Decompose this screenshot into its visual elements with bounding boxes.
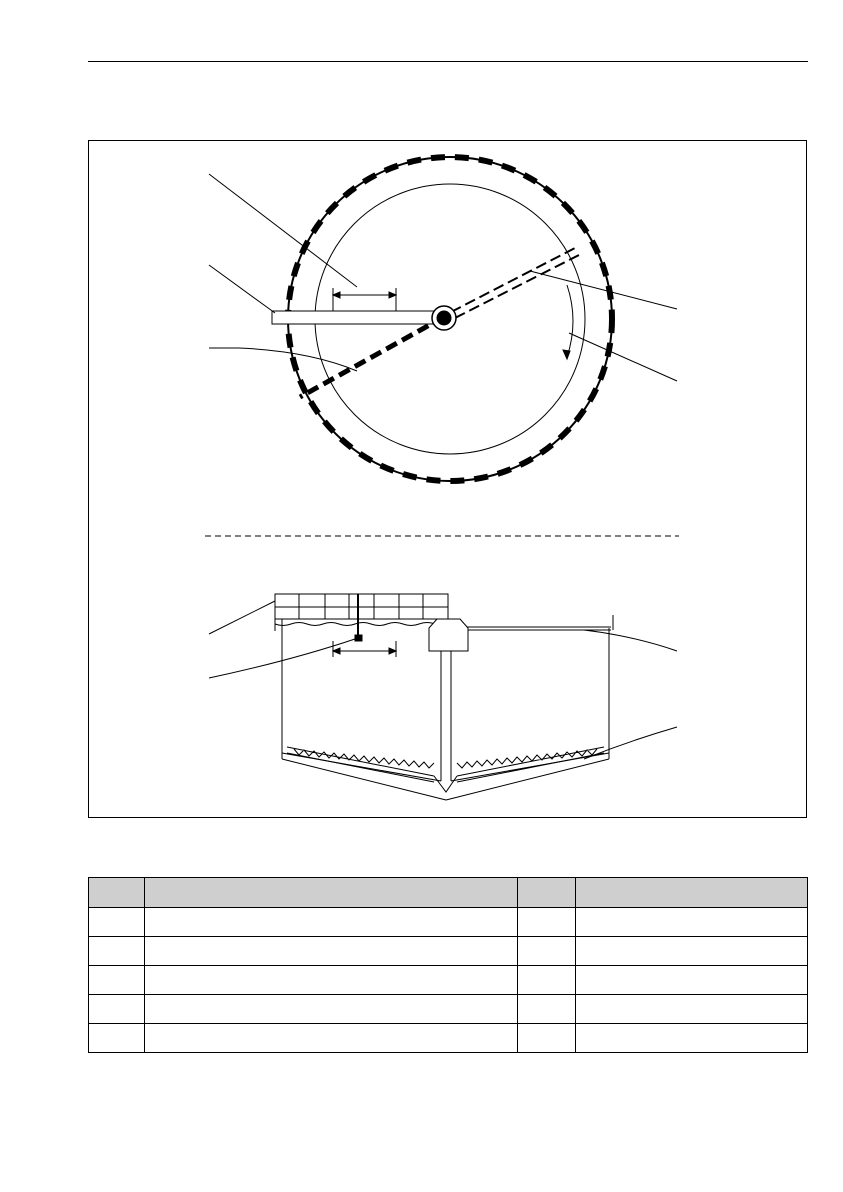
table-cell [145, 937, 518, 966]
table-cell [145, 908, 518, 937]
table-cell [145, 1024, 518, 1053]
leader-6 [209, 601, 275, 634]
leader-5 [569, 333, 677, 381]
diagram-svg [89, 141, 808, 819]
table-cell [576, 937, 808, 966]
table-cell [518, 995, 576, 1024]
floor-right-top [451, 753, 609, 781]
table-cell [89, 1024, 145, 1053]
legend-header-cell [145, 878, 518, 908]
table-row [89, 995, 808, 1024]
table-cell [89, 966, 145, 995]
center-hub [437, 311, 451, 325]
table-row [89, 908, 808, 937]
leader-2 [209, 265, 275, 313]
table-cell [518, 937, 576, 966]
header-rule [88, 61, 808, 62]
leader-1 [209, 174, 357, 287]
clarifier-diagram [88, 140, 807, 818]
legend-header-cell [89, 878, 145, 908]
rotation-arrow [567, 285, 573, 357]
drive-housing [429, 619, 468, 651]
scraper-arm-right-b [455, 254, 581, 318]
table-cell [576, 1024, 808, 1053]
table-cell [576, 966, 808, 995]
table-cell [576, 908, 808, 937]
water-surface [275, 623, 444, 626]
table-cell [89, 995, 145, 1024]
table-cell [518, 1024, 576, 1053]
table-row [89, 937, 808, 966]
center-cone [434, 776, 457, 792]
scraper-floor-left [287, 747, 434, 782]
scraper-bridge [272, 311, 444, 324]
sensor-head [355, 635, 362, 641]
table-cell [518, 966, 576, 995]
scraper-arm-left [300, 317, 444, 397]
table-row [89, 966, 808, 995]
table-cell [576, 995, 808, 1024]
table-cell [89, 937, 145, 966]
legend-table [88, 877, 808, 1053]
legend-header-row [89, 878, 808, 908]
table-cell [518, 908, 576, 937]
table-cell [145, 966, 518, 995]
scraper-floor-right [457, 747, 604, 782]
table-cell [89, 908, 145, 937]
legend-header-cell [518, 878, 576, 908]
legend-header-cell [576, 878, 808, 908]
leader-8 [584, 630, 677, 651]
table-cell [145, 995, 518, 1024]
table-row [89, 1024, 808, 1053]
scraper-arm-right-a [451, 247, 577, 312]
